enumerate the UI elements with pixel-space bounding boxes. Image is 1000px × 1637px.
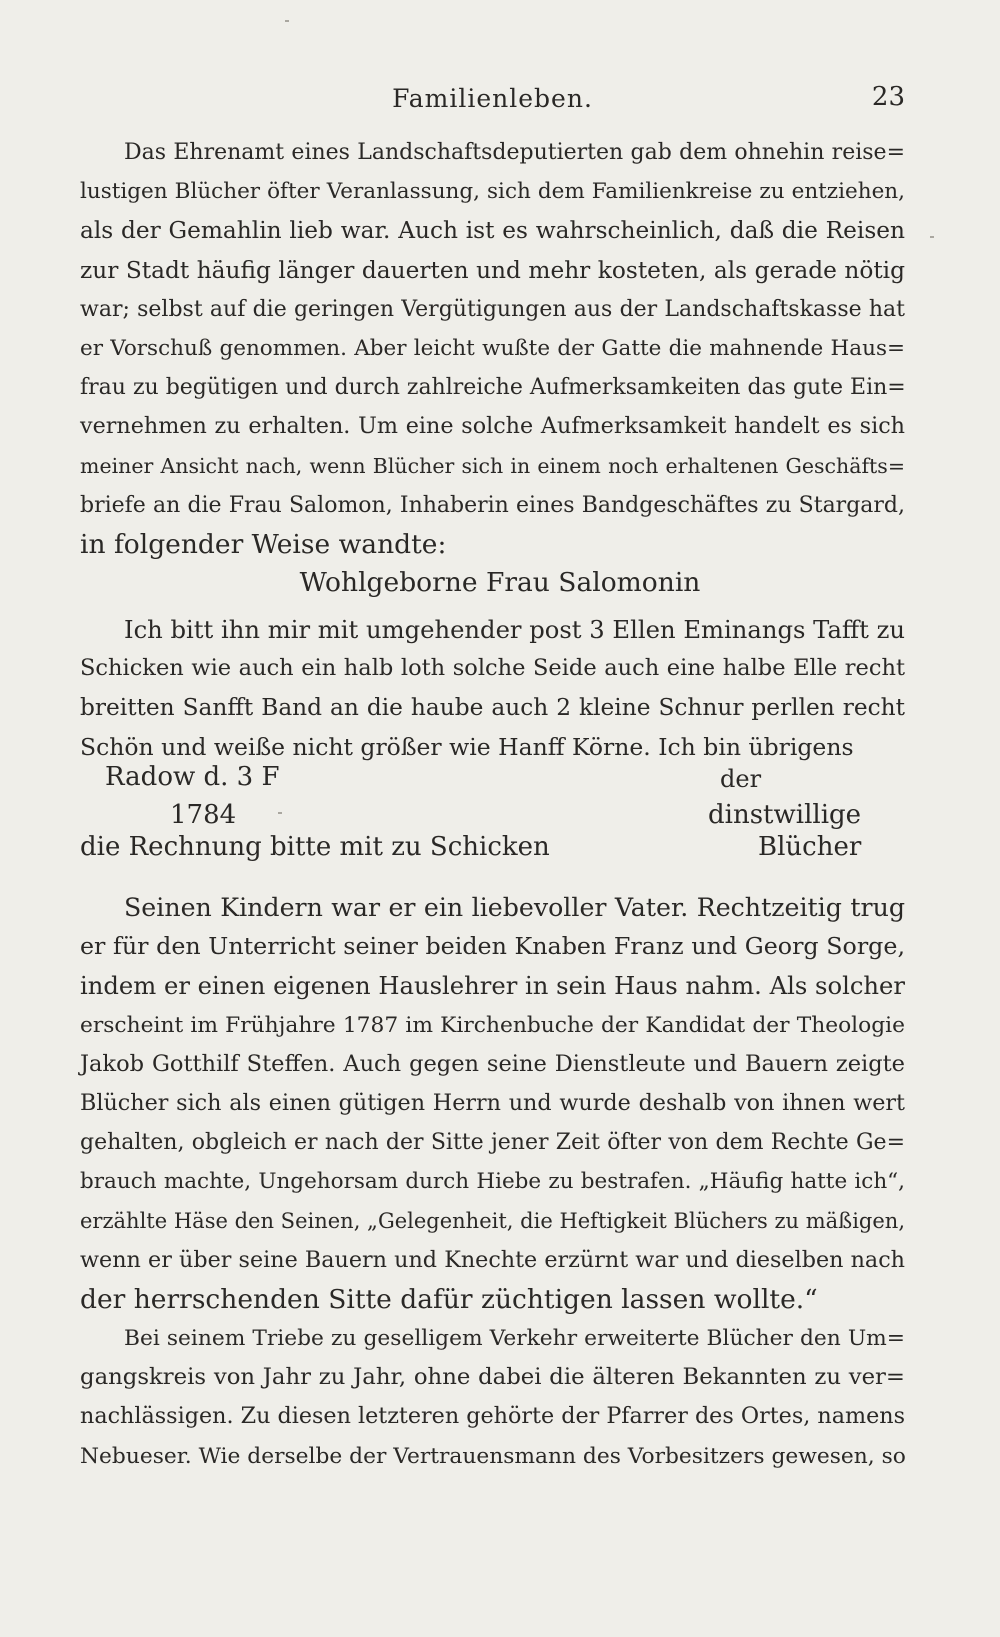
text-line: in folgender Weise wandte: bbox=[80, 528, 447, 560]
letter-signature: Blücher bbox=[758, 832, 862, 862]
text-line: lustigen Blücher öfter Veranlassung, sich dem Familienkreise zu entziehen, bbox=[80, 179, 905, 205]
paper-speck bbox=[930, 236, 934, 238]
text-line: Jakob Gotthilf Steffen. Auch gegen seine Dienstleute und Bauern zeigte bbox=[80, 1050, 905, 1077]
page-number: 23 bbox=[871, 82, 905, 112]
text-line: vernehmen zu erhalten. Um eine solche Aufmerksamkeit handelt es sich bbox=[80, 413, 905, 440]
letter-line: Schicken wie auch ein halb loth solche Seide auch eine halbe Elle recht bbox=[80, 655, 905, 682]
letter-salutation: Wohlgeborne Frau Salomonin bbox=[299, 567, 701, 598]
text-line: nachlässigen. Zu diesen letzteren gehörte der Pfarrer des Ortes, namens bbox=[80, 1403, 905, 1430]
letter-place-date: Radow d. 3 F bbox=[105, 762, 280, 792]
text-line: erzählte Häse den Seinen, „Gelegenheit, die Heftigkeit Blüchers zu mäßigen, bbox=[80, 1208, 905, 1233]
text-line: gehalten, obgleich er nach der Sitte jener Zeit öfter von dem Rechte Ge= bbox=[80, 1130, 905, 1156]
text-line: Nebueser. Wie derselbe der Vertrauensmann des Vorbesitzers gewesen, so bbox=[80, 1443, 906, 1469]
text-line: gangskreis von Jahr zu Jahr, ohne dabei die älteren Bekannten zu ver= bbox=[80, 1364, 905, 1391]
letter-line: Schön und weiße nicht größer wie Hanff Körne. Ich bin übrigens bbox=[80, 732, 854, 761]
letter-closing-dienstwillige: dinstwillige bbox=[708, 800, 862, 830]
text-line: brauch machte, Ungehorsam durch Hiebe zu bestrafen. „Häufig hatte ich“, bbox=[80, 1169, 905, 1195]
paragraph-verkehr bbox=[80, 1319, 905, 1476]
paper-speck bbox=[278, 812, 282, 814]
text-line: er für den Unterricht seiner beiden Knaben Franz und Georg Sorge, bbox=[80, 932, 905, 961]
running-head bbox=[80, 80, 905, 120]
letter-year: 1784 bbox=[170, 800, 237, 830]
text-line: indem er einen eigenen Hauslehrer in sein Haus nahm. Als solcher bbox=[80, 971, 905, 1001]
text-line: Das Ehrenamt eines Landschaftsdeputierten gab dem ohnehin reise= bbox=[124, 140, 905, 165]
text-line: meiner Ansicht nach, wenn Blücher sich in einem noch erhaltenen Geschäfts= bbox=[80, 453, 905, 478]
text-line: frau zu begütigen und durch zahlreiche Aufmerksamkeiten das gute Ein= bbox=[80, 375, 906, 401]
text-line: als der Gemahlin lieb war. Auch ist es wahrscheinlich, daß die Reisen bbox=[80, 217, 905, 245]
paragraph-ehrenamt bbox=[80, 133, 905, 564]
text-line: war; selbst auf die geringen Vergütigungen aus der Landschaftskasse hat bbox=[80, 296, 905, 322]
text-line: er Vorschuß genommen. Aber leicht wußte der Gatte die mahnende Haus= bbox=[80, 335, 905, 361]
text-line: briefe an die Frau Salomon, Inhaberin eines Bandgeschäftes zu Stargard, bbox=[80, 492, 905, 518]
letter-postscript: die Rechnung bitte mit zu Schicken bbox=[80, 832, 550, 862]
text-line: wenn er über seine Bauern und Knechte erzürnt war und dieselben nach bbox=[80, 1246, 905, 1273]
text-line: Blücher sich als einen gütigen Herrn und wurde deshalb von ihnen wert bbox=[80, 1089, 905, 1116]
text-line: Seinen Kindern war er ein liebevoller Vater. Rechtzeitig trug bbox=[124, 893, 905, 922]
letter-line: Ich bitt ihn mir mit umgehender post 3 Ellen Eminangs Tafft zu bbox=[124, 615, 905, 644]
paper-speck bbox=[285, 20, 289, 22]
letter-closing-der: der bbox=[720, 765, 762, 793]
letter-line: breitten Sanfft Band an die haube auch 2 kleine Schnur perllen recht bbox=[80, 694, 905, 722]
paragraph-kinder bbox=[80, 888, 905, 1319]
letter-body bbox=[80, 610, 905, 767]
text-line: zur Stadt häufig länger dauerten und mehr kosteten, als gerade nötig bbox=[80, 256, 905, 284]
running-head-title: Familienleben. bbox=[392, 84, 593, 113]
text-line: Bei seinem Triebe zu geselligem Verkehr erweiterte Blücher den Um= bbox=[124, 1326, 905, 1351]
text-line: der herrschenden Sitte dafür züchtigen lassen wollte.“ bbox=[80, 1283, 818, 1315]
text-line: erscheint im Frühjahre 1787 im Kirchenbuche der Kandidat der Theologie bbox=[80, 1012, 905, 1038]
